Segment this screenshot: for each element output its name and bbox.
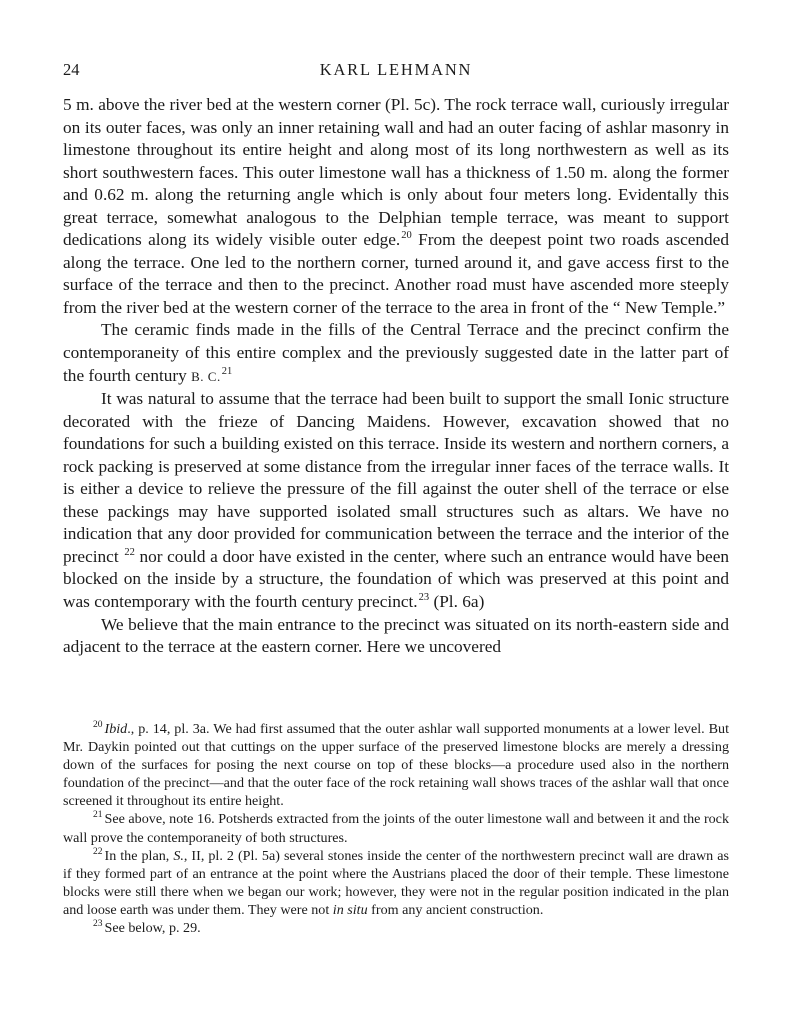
paragraph [63,319,729,388]
text-run: The ceramic finds made in the fills of the Central Terrace and the precinct confirm the contemporaneity of this entire complex and the previously suggested date in the latter part of the fourth century [63,320,729,385]
paragraph [63,388,729,613]
footnote-italic: S. [173,847,184,864]
footnote-number: 22 [93,846,103,857]
text-run: From the deepest point two roads ascended along the terrace. One led to the northern corner, turned around it, and gave access first to the surface of the terrace and then to the precinct. Another road must have ascended more steeply from the river bed at the western corner of the terrace to the area in front of the “ New Temple.” [63,230,729,317]
page-number: 24 [63,60,80,79]
text-run: nor could a door have existed in the center, where such an entrance would have been blocked on the inside by a structure, the foundation of which was preserved at this point and was contemporary with the fourth century precinct. [63,546,730,612]
text-run: It was natural to assume that the terrace had been built to support the small Ionic structure decorated with the frieze of Dancing Maidens. However, excavation showed that no foundations for such a building existed on this terrace. Inside its western and northern corners, a rock packing is preserved at some distance from the irregular inner faces of the terrace walls. It is either a device to relieve the pressure of the fill against the outer shell of the terrace or else these packings may have supported isolated small structures such as altars. We have no indication that any door provided for communication between the terrace and the interior of the precinct [63,389,729,566]
paragraph [63,94,729,319]
footnote-20 [63,720,729,810]
footnote-text: See above, note 16. Potsherds extracted from the joints of the outer limestone wall and between it and the rock wall prove the contemporaneity of both structures. [63,811,729,846]
footnote-italic: in situ [332,901,368,918]
main-text [63,94,729,659]
footnote-21 [63,810,729,846]
era-abbreviation: B. C. [191,368,221,384]
footnote-ref-22: 22 [124,546,135,558]
footnote-ref-23: 23 [418,592,430,604]
text-run: We believe that the main entrance to the precinct was situated on its north-eastern side and adjacent to the terrace at the eastern corner. Here we uncovered [63,614,729,657]
text-run: (Pl. 6a) [429,592,485,612]
running-head: KARL LEHMANN [319,60,473,79]
footnote-text: , II, pl. 2 (Pl. 5a) several stones inside the center of the northwestern precinct wall are drawn as if they formed part of an entrance at the point where the Austrians placed the door of their temple. These limestone blocks were still there when we began our work; however, they were not in the regular position indicated in the plan and loose earth was under them. They were not [63,847,729,918]
footnote-text: In the plan, [104,847,174,864]
footnote-23 [63,919,729,937]
footnotes [63,720,729,937]
footnote-ref-20: 20 [401,230,412,242]
footnote-text: See below, p. 29. [104,920,201,937]
footnote-22 [63,847,729,919]
paragraph [63,614,729,659]
footnote-text: ., p. 14, pl. 3a. We had first assumed that the outer ashlar wall supported monuments at a lower level. But Mr. Daykin pointed out that cuttings on the upper surface of the preserved limestone blocks are merely a dressing down of the surfaces for posing the next course on top of these blocks—a procedure used also in the northern foundation of the precinct—and that the outer face of the rock retaining wall shows traces of the ashlar wall that once screened it throughout its entire height. [63,721,729,810]
footnote-ref-21: 21 [221,365,233,377]
text-run: 5 m. above the river bed at the western corner (Pl. 5c). The rock terrace wall, curiously irregular on its outer faces, was only an inner retaining wall and had an outer facing of ashlar masonry in limestone throughout its entire height and along most of its long northwestern as well as its short southwestern faces. This outer limestone wall has a thickness of 1.50 m. along the former and 0.62 m. along the returning angle which is only about four meters long. Evidentally this great terrace, somewhat analogous to the Delphian temple terrace, was meant to support dedications along its widely visible outer edge. [63,95,729,250]
footnote-number: 23 [93,919,103,930]
page-header [63,60,729,84]
footnote-number: 20 [93,720,103,730]
footnote-number: 21 [93,810,103,821]
footnote-italic: Ibid [104,721,128,737]
footnote-text: from any ancient construction. [367,901,544,918]
